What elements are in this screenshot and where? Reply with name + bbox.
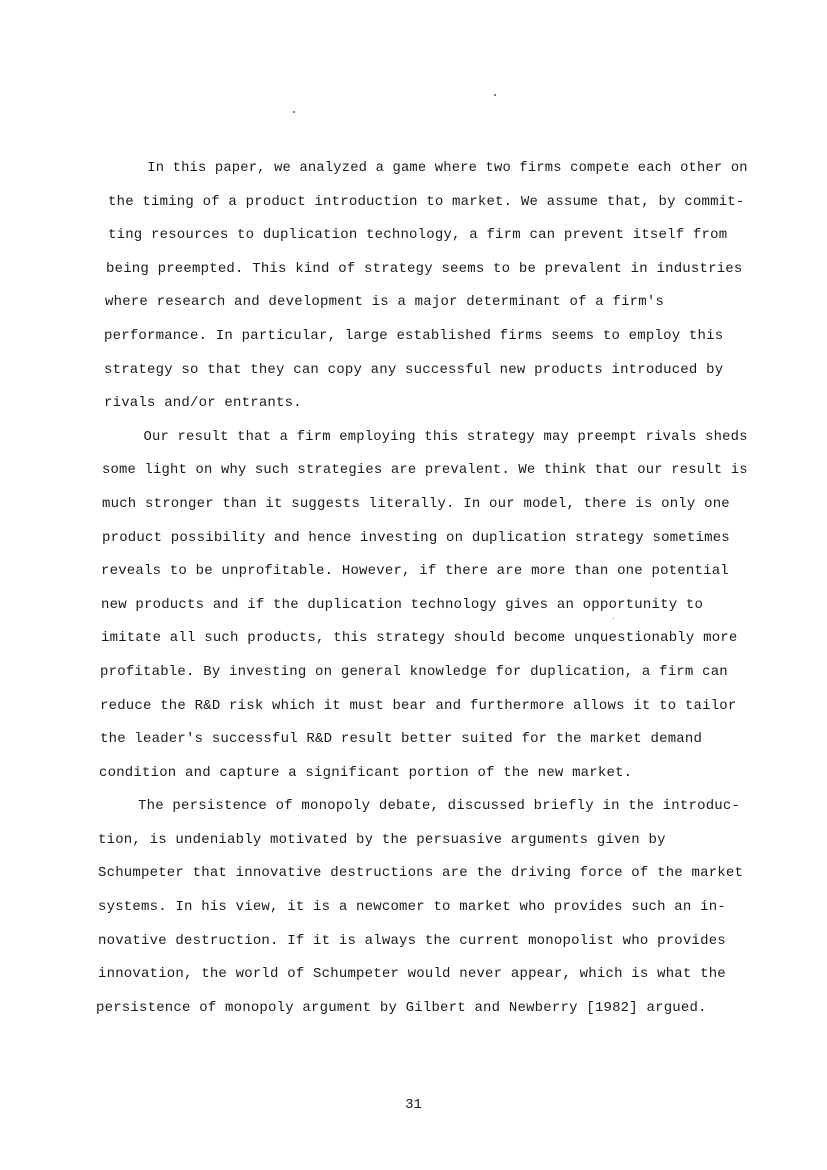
paragraph-1-line: where research and development is a major determinant of a firm's — [105, 294, 665, 311]
body-text — [98, 152, 748, 1025]
paragraph-3-line: novative destruction. If it is always the current monopolist who provides — [98, 932, 726, 949]
scan-speck — [293, 111, 295, 113]
paragraph-2-line: some light on why such strategies are prevalent. We think that our result is — [102, 462, 748, 479]
paragraph-1-line: being preempted. This kind of strategy seems to be prevalent in industries — [106, 260, 743, 277]
paragraph-2-line: product possibility and hence investing on duplication strategy sometimes — [102, 529, 730, 546]
paragraph-3-line: Schumpeter that innovative destructions are the driving force of the market — [98, 865, 744, 882]
paragraph-1-line: In this paper, we analyzed a game where two firms compete each other on — [147, 160, 748, 176]
paragraph-1-line: strategy so that they can copy any successful new products introduced by — [104, 361, 724, 378]
scan-speck — [494, 94, 496, 96]
paragraph-2-line: condition and capture a significant portion of the new market. — [99, 764, 633, 781]
paragraph-3-line: persistence of monopoly argument by Gilbert and Newberry [1982] argued. — [96, 999, 707, 1016]
paragraph-1-line: ting resources to duplication technology, a firm can prevent itself from — [108, 227, 728, 244]
paragraph-2-line: much stronger than it suggests literally. In our model, there is only one — [102, 495, 730, 512]
paragraph-1-line: the timing of a product introduction to market. We assume that, by commit- — [108, 193, 745, 210]
paragraph-2-line: new products and if the duplication technology gives an opportunity to — [101, 596, 704, 613]
page-number: 31 — [405, 1097, 422, 1113]
paragraph-1-line: performance. In particular, large established firms seems to employ this — [104, 327, 724, 344]
paragraph-3-line: The persistence of monopoly debate, discussed briefly in the introduc- — [138, 798, 741, 815]
paragraph-3-line: systems. In his view, it is a newcomer to market who provides such an in- — [98, 899, 726, 916]
paragraph-2-line: reduce the R&D risk which it must bear and furthermore allows it to tailor — [100, 697, 737, 714]
paragraph-2-line: reveals to be unprofitable. However, if there are more than one potential — [101, 563, 729, 580]
paragraph-2-line: profitable. By investing on general knowledge for duplication, a firm can — [100, 663, 728, 680]
paragraph-1-line: rivals and/or entrants. — [104, 395, 302, 412]
paragraph-2-line: the leader's successful R&D result better suited for the market demand — [100, 731, 703, 748]
paragraph-3-line: tion, is undeniably motivated by the persuasive arguments given by — [98, 831, 666, 848]
paragraph-2-line: Our result that a firm employing this strategy may preempt rivals sheds — [143, 428, 748, 445]
paragraph-3-line: innovation, the world of Schumpeter would never appear, which is what the — [98, 966, 726, 983]
paragraph-2-line: imitate all such products, this strategy should become unquestionably more — [101, 630, 738, 647]
